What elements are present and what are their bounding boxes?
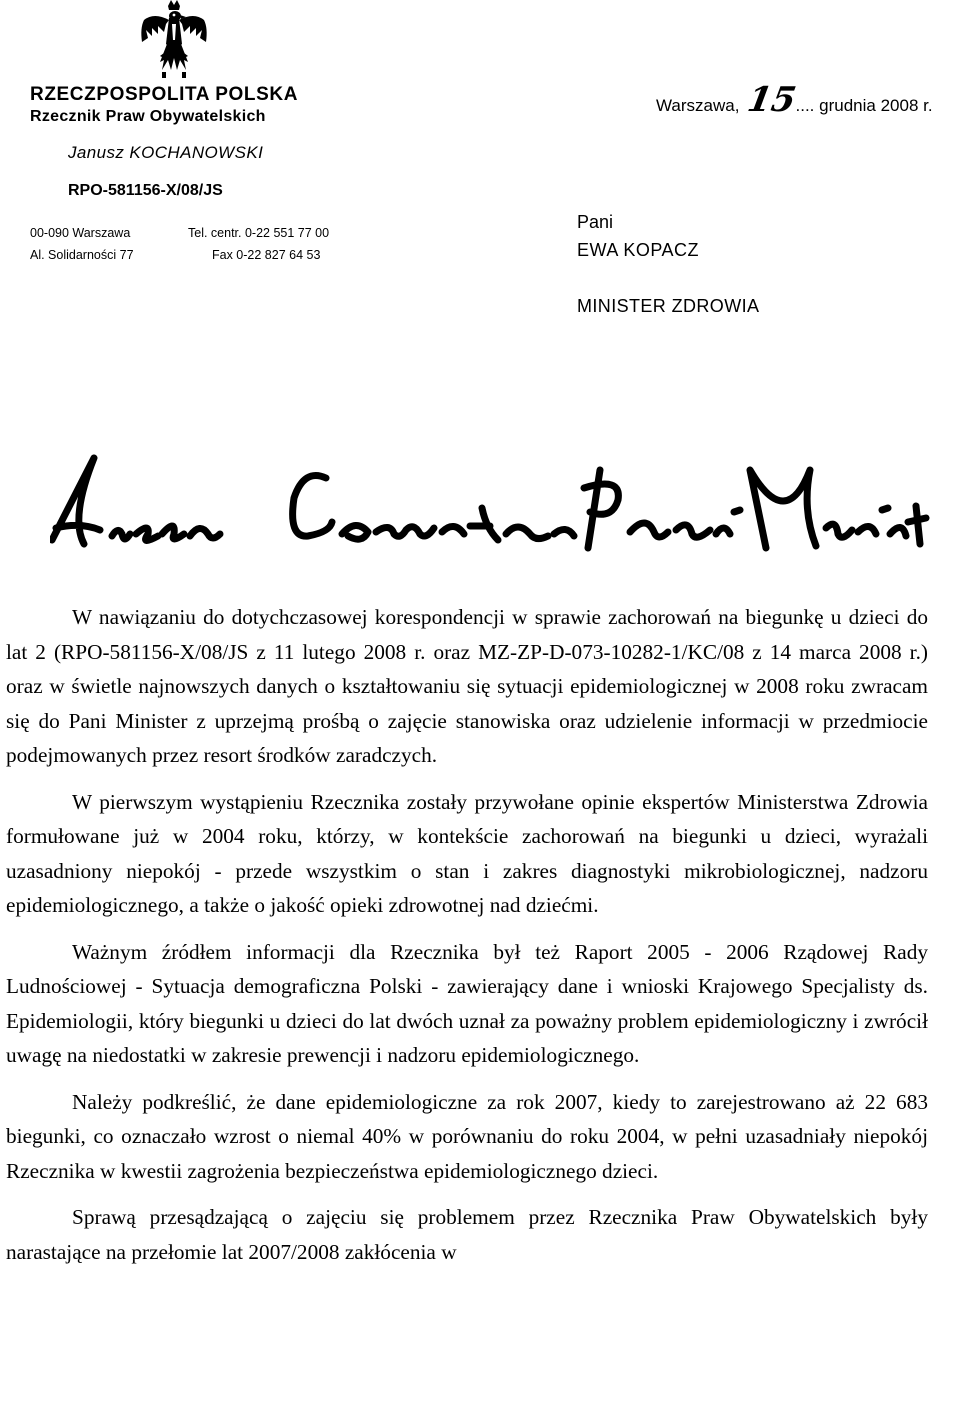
polish-eagle-emblem <box>138 0 210 82</box>
paragraph: W nawiązaniu do dotychczasowej korespondencji w sprawie zachorowań na biegunkę u dzieci do lat 2 (RPO-581156-X/08/JS z 11 lutego 2008 r. oraz MZ-ZP-D-073-10282-1/KC/08 z 14 marca 2008 r.) oraz w świetle najnowszych danych o kształtowaniu się sytuacji epidemiologicznej w 2008 roku zwracam się do Pani Minister z uprzejmą prośbą o zajęcie stanowiska oraz udzielenie informacji w przedmiocie podejmowanych przez resort środków zaradczych. <box>6 605 928 767</box>
handwritten-greeting <box>50 448 930 568</box>
paragraph: Należy podkreślić, że dane epidemiologiczne za rok 2007, kiedy to zarejestrowano aż 22 683 biegunki, co oznaczało wzrost o niemal 40% w porównaniu do roku 2004, w pełni uzasadniały niepokój Rzecznika w kwestii zagrożenia bezpieczeństwa epidemiologicznego dzieci. <box>6 1089 928 1183</box>
letter-body <box>6 600 928 1281</box>
recipient-title: MINISTER ZDROWIA <box>577 296 760 316</box>
paragraph: W pierwszym wystąpieniu Rzecznika zostały przywołane opinie ekspertów Ministerstwa Zdrowia formułowane już w 2004 roku, którzy, w kontekście zachorowań na biegunki u dzieci, wyrażali uzasadniony niepokój - przede wszystkim o stan i zakres diagnostyki mikrobiologicznej, nadzoru epidemiologicznego, a także o jakość opieki zdrowotnej nad dziećmi. <box>6 789 928 917</box>
letterhead-phone: Tel. centr. 0-22 551 77 00 <box>188 226 330 240</box>
paragraph: Sprawą przesądzającą o zajęciu się problemem przez Rzecznika Praw Obywatelskich były narastające na przełomie lat 2007/2008 zakłócenia w <box>6 1205 928 1264</box>
date-dots: .... <box>795 96 815 115</box>
date-place: Warszawa, <box>656 96 740 115</box>
recipient-salutation: Pani <box>577 212 614 232</box>
letterhead-country: RZECZPOSPOLITA POLSKA <box>30 84 299 105</box>
date-rest: grudnia 2008 r. <box>819 96 933 115</box>
letterhead-fax: Fax 0-22 827 64 53 <box>212 248 321 262</box>
letterhead-postal: 00-090 Warszawa <box>30 226 131 240</box>
letterhead-name: Janusz KOCHANOWSKI <box>68 143 264 162</box>
letterhead-reference: RPO-581156-X/08/JS <box>68 182 223 199</box>
date-day-handwritten: 15 <box>744 80 800 120</box>
recipient-name: EWA KOPACZ <box>577 240 700 260</box>
letterhead-office: Rzecznik Praw Obywatelskich <box>30 108 266 125</box>
letterhead-street: Al. Solidarności 77 <box>30 248 134 262</box>
paragraph: Ważnym źródłem informacji dla Rzecznika był też Raport 2005 - 2006 Rządowej Rady Ludnościowej - Sytuacja demograficzna Polski - zawierający dane i wnioski Krajowego Specjalisty ds. Epidemiologii, który biegunki u dzieci do lat dwóch uznał za poważny problem epidemiologiczny i zwrócił uwagę na niedostatki w zakresie prewencji i nadzoru epidemiologicznego. <box>6 939 928 1067</box>
letter-date <box>656 80 933 120</box>
